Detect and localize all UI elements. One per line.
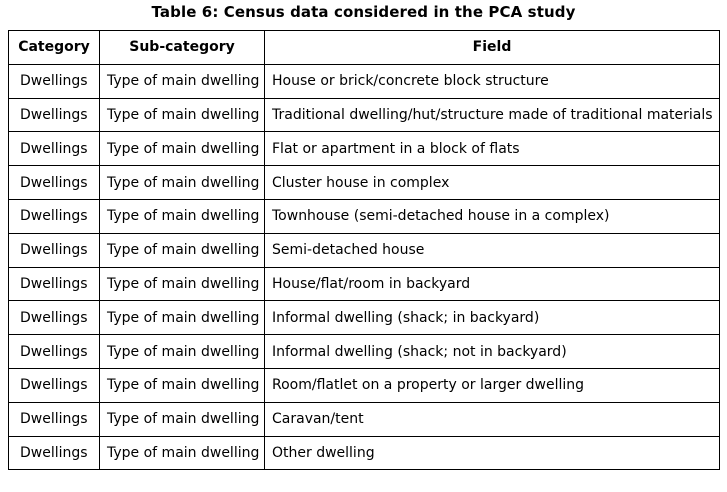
cell-category: Dwellings [9,98,100,132]
cell-field: Townhouse (semi-detached house in a complex) [265,199,720,233]
table-row [9,98,720,132]
table-header [9,31,720,65]
cell-field: Other dwelling [265,436,720,470]
table-row [9,132,720,166]
cell-category: Dwellings [9,64,100,98]
cell-field: House or brick/concrete block structure [265,64,720,98]
cell-sub-category: Type of main dwelling [100,132,265,166]
cell-sub-category: Type of main dwelling [100,233,265,267]
cell-field: Flat or apartment in a block of flats [265,132,720,166]
cell-sub-category: Type of main dwelling [100,166,265,200]
header-field: Field [265,31,720,65]
table-row [9,301,720,335]
header-sub-category: Sub-category [100,31,265,65]
table-row [9,267,720,301]
table-row [9,166,720,200]
header-row [9,31,720,65]
cell-category: Dwellings [9,132,100,166]
cell-category: Dwellings [9,368,100,402]
cell-field: Room/flatlet on a property or larger dwelling [265,368,720,402]
cell-category: Dwellings [9,199,100,233]
cell-sub-category: Type of main dwelling [100,436,265,470]
cell-field: Informal dwelling (shack; not in backyard) [265,335,720,369]
cell-sub-category: Type of main dwelling [100,267,265,301]
table-row [9,233,720,267]
table-row [9,436,720,470]
cell-category: Dwellings [9,267,100,301]
cell-category: Dwellings [9,335,100,369]
cell-category: Dwellings [9,436,100,470]
cell-sub-category: Type of main dwelling [100,64,265,98]
cell-field: Semi-detached house [265,233,720,267]
cell-category: Dwellings [9,301,100,335]
table-row [9,368,720,402]
cell-sub-category: Type of main dwelling [100,368,265,402]
cell-category: Dwellings [9,166,100,200]
table-row [9,335,720,369]
table-row [9,199,720,233]
cell-sub-category: Type of main dwelling [100,98,265,132]
cell-sub-category: Type of main dwelling [100,199,265,233]
cell-sub-category: Type of main dwelling [100,335,265,369]
cell-sub-category: Type of main dwelling [100,402,265,436]
table-row [9,64,720,98]
cell-category: Dwellings [9,402,100,436]
census-data-table [8,30,720,470]
table-body [9,64,720,470]
header-category: Category [9,31,100,65]
cell-sub-category: Type of main dwelling [100,301,265,335]
table-caption: Table 6: Census data considered in the PCA study [151,3,576,21]
cell-field: Cluster house in complex [265,166,720,200]
cell-field: Informal dwelling (shack; in backyard) [265,301,720,335]
table-row [9,402,720,436]
cell-field: House/flat/room in backyard [265,267,720,301]
cell-category: Dwellings [9,233,100,267]
cell-field: Caravan/tent [265,402,720,436]
cell-field: Traditional dwelling/hut/structure made of traditional materials [265,98,720,132]
